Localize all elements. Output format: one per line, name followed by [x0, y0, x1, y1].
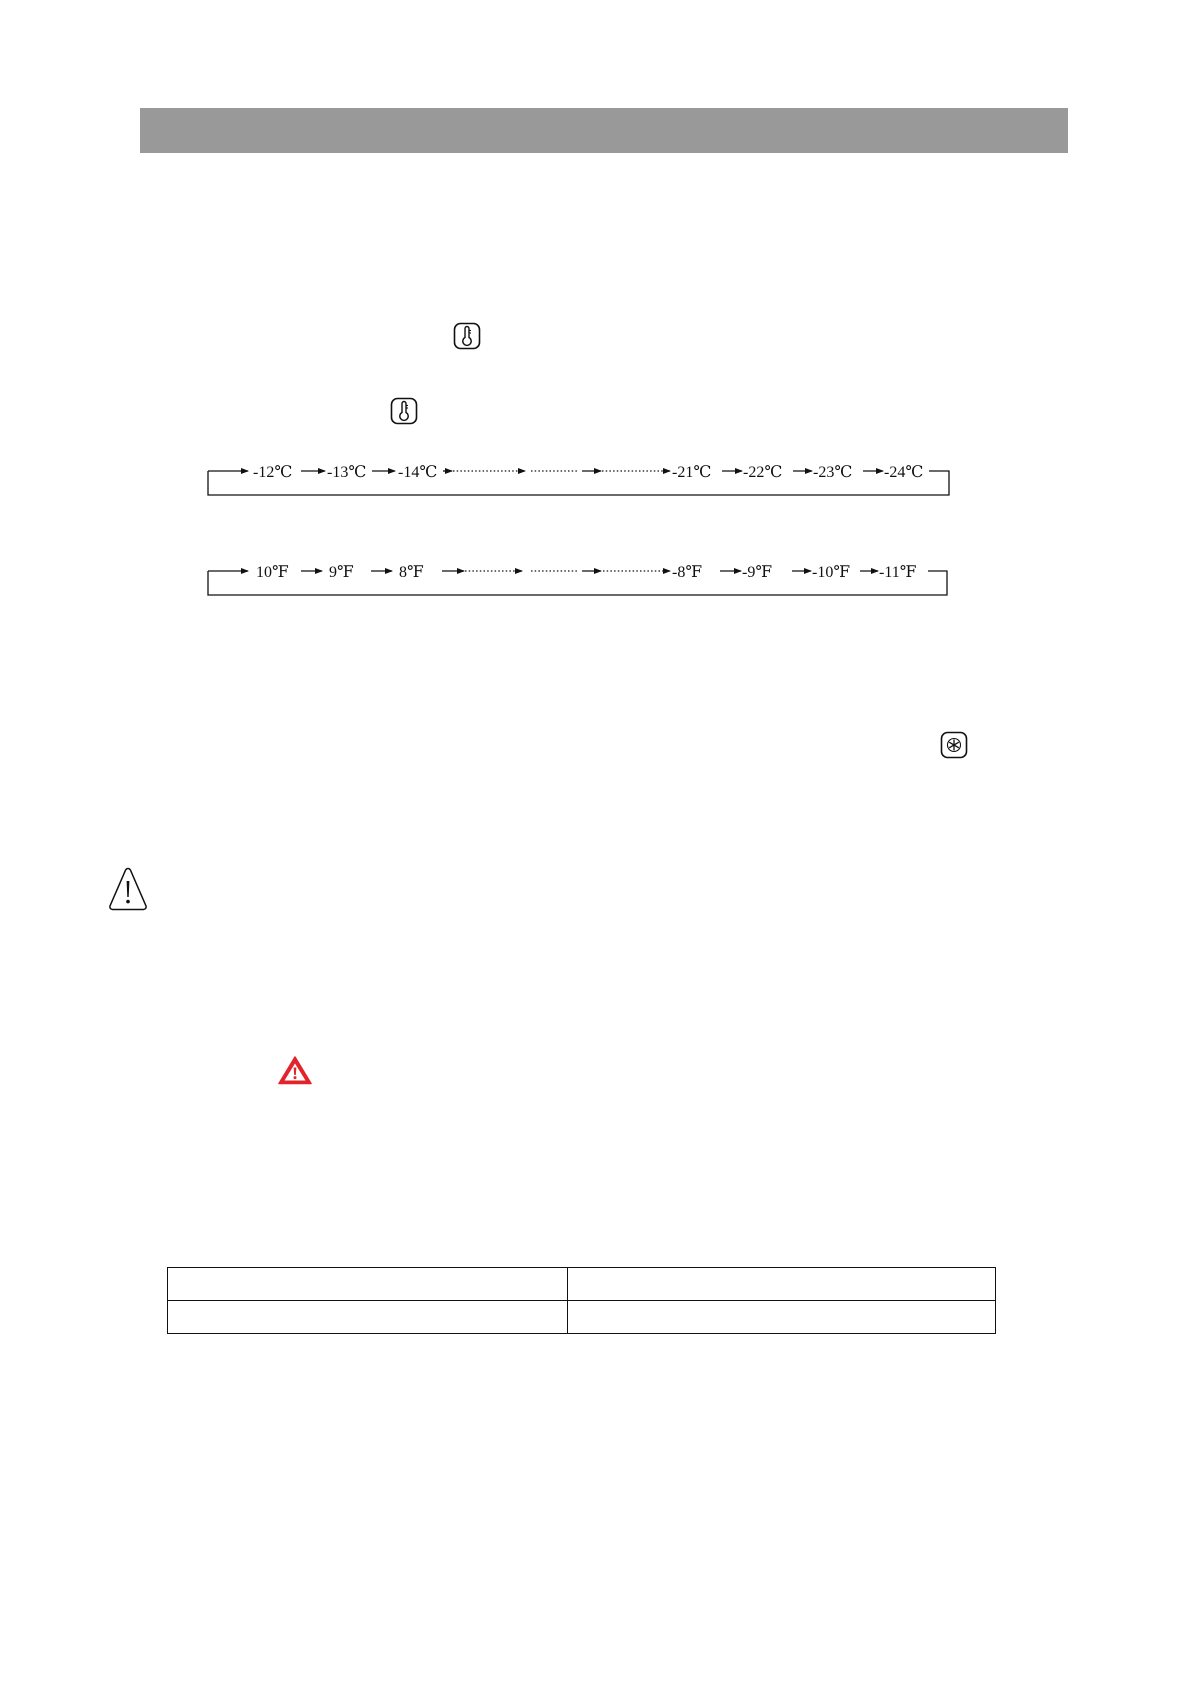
fahrenheit-step: -8℉	[672, 564, 703, 581]
celsius-step: -24℃	[884, 464, 924, 481]
caution-triangle-icon	[108, 866, 148, 912]
snowflake-icon	[940, 731, 968, 759]
fahrenheit-step: 10℉	[256, 564, 289, 581]
fahrenheit-step: -11℉	[879, 564, 917, 581]
table-cell	[568, 1301, 996, 1334]
celsius-step: -12℃	[253, 464, 293, 481]
celsius-step: -13℃	[327, 464, 367, 481]
table-cell	[168, 1268, 568, 1301]
spec-table	[167, 1267, 996, 1334]
celsius-step: -22℃	[743, 464, 783, 481]
fahrenheit-step: -10℉	[812, 564, 851, 581]
celsius-step: -21℃	[672, 464, 712, 481]
table-cell	[168, 1301, 568, 1334]
fahrenheit-step: -9℉	[742, 564, 773, 581]
celsius-loop-line	[208, 471, 949, 495]
fahrenheit-step: 9℉	[329, 564, 354, 581]
celsius-cycle	[208, 464, 949, 495]
table-row	[168, 1268, 996, 1301]
celsius-step: -14℃	[398, 464, 438, 481]
celsius-step: -23℃	[813, 464, 853, 481]
thermometer-icon	[390, 397, 418, 425]
fahrenheit-cycle	[208, 564, 947, 595]
section-header-bar	[140, 108, 1068, 153]
fahrenheit-step: 8℉	[399, 564, 424, 581]
table-cell	[568, 1268, 996, 1301]
red-warning-triangle-icon	[278, 1056, 312, 1085]
table-row	[168, 1301, 996, 1334]
fahrenheit-loop-line	[208, 571, 947, 595]
thermometer-icon	[453, 322, 481, 350]
